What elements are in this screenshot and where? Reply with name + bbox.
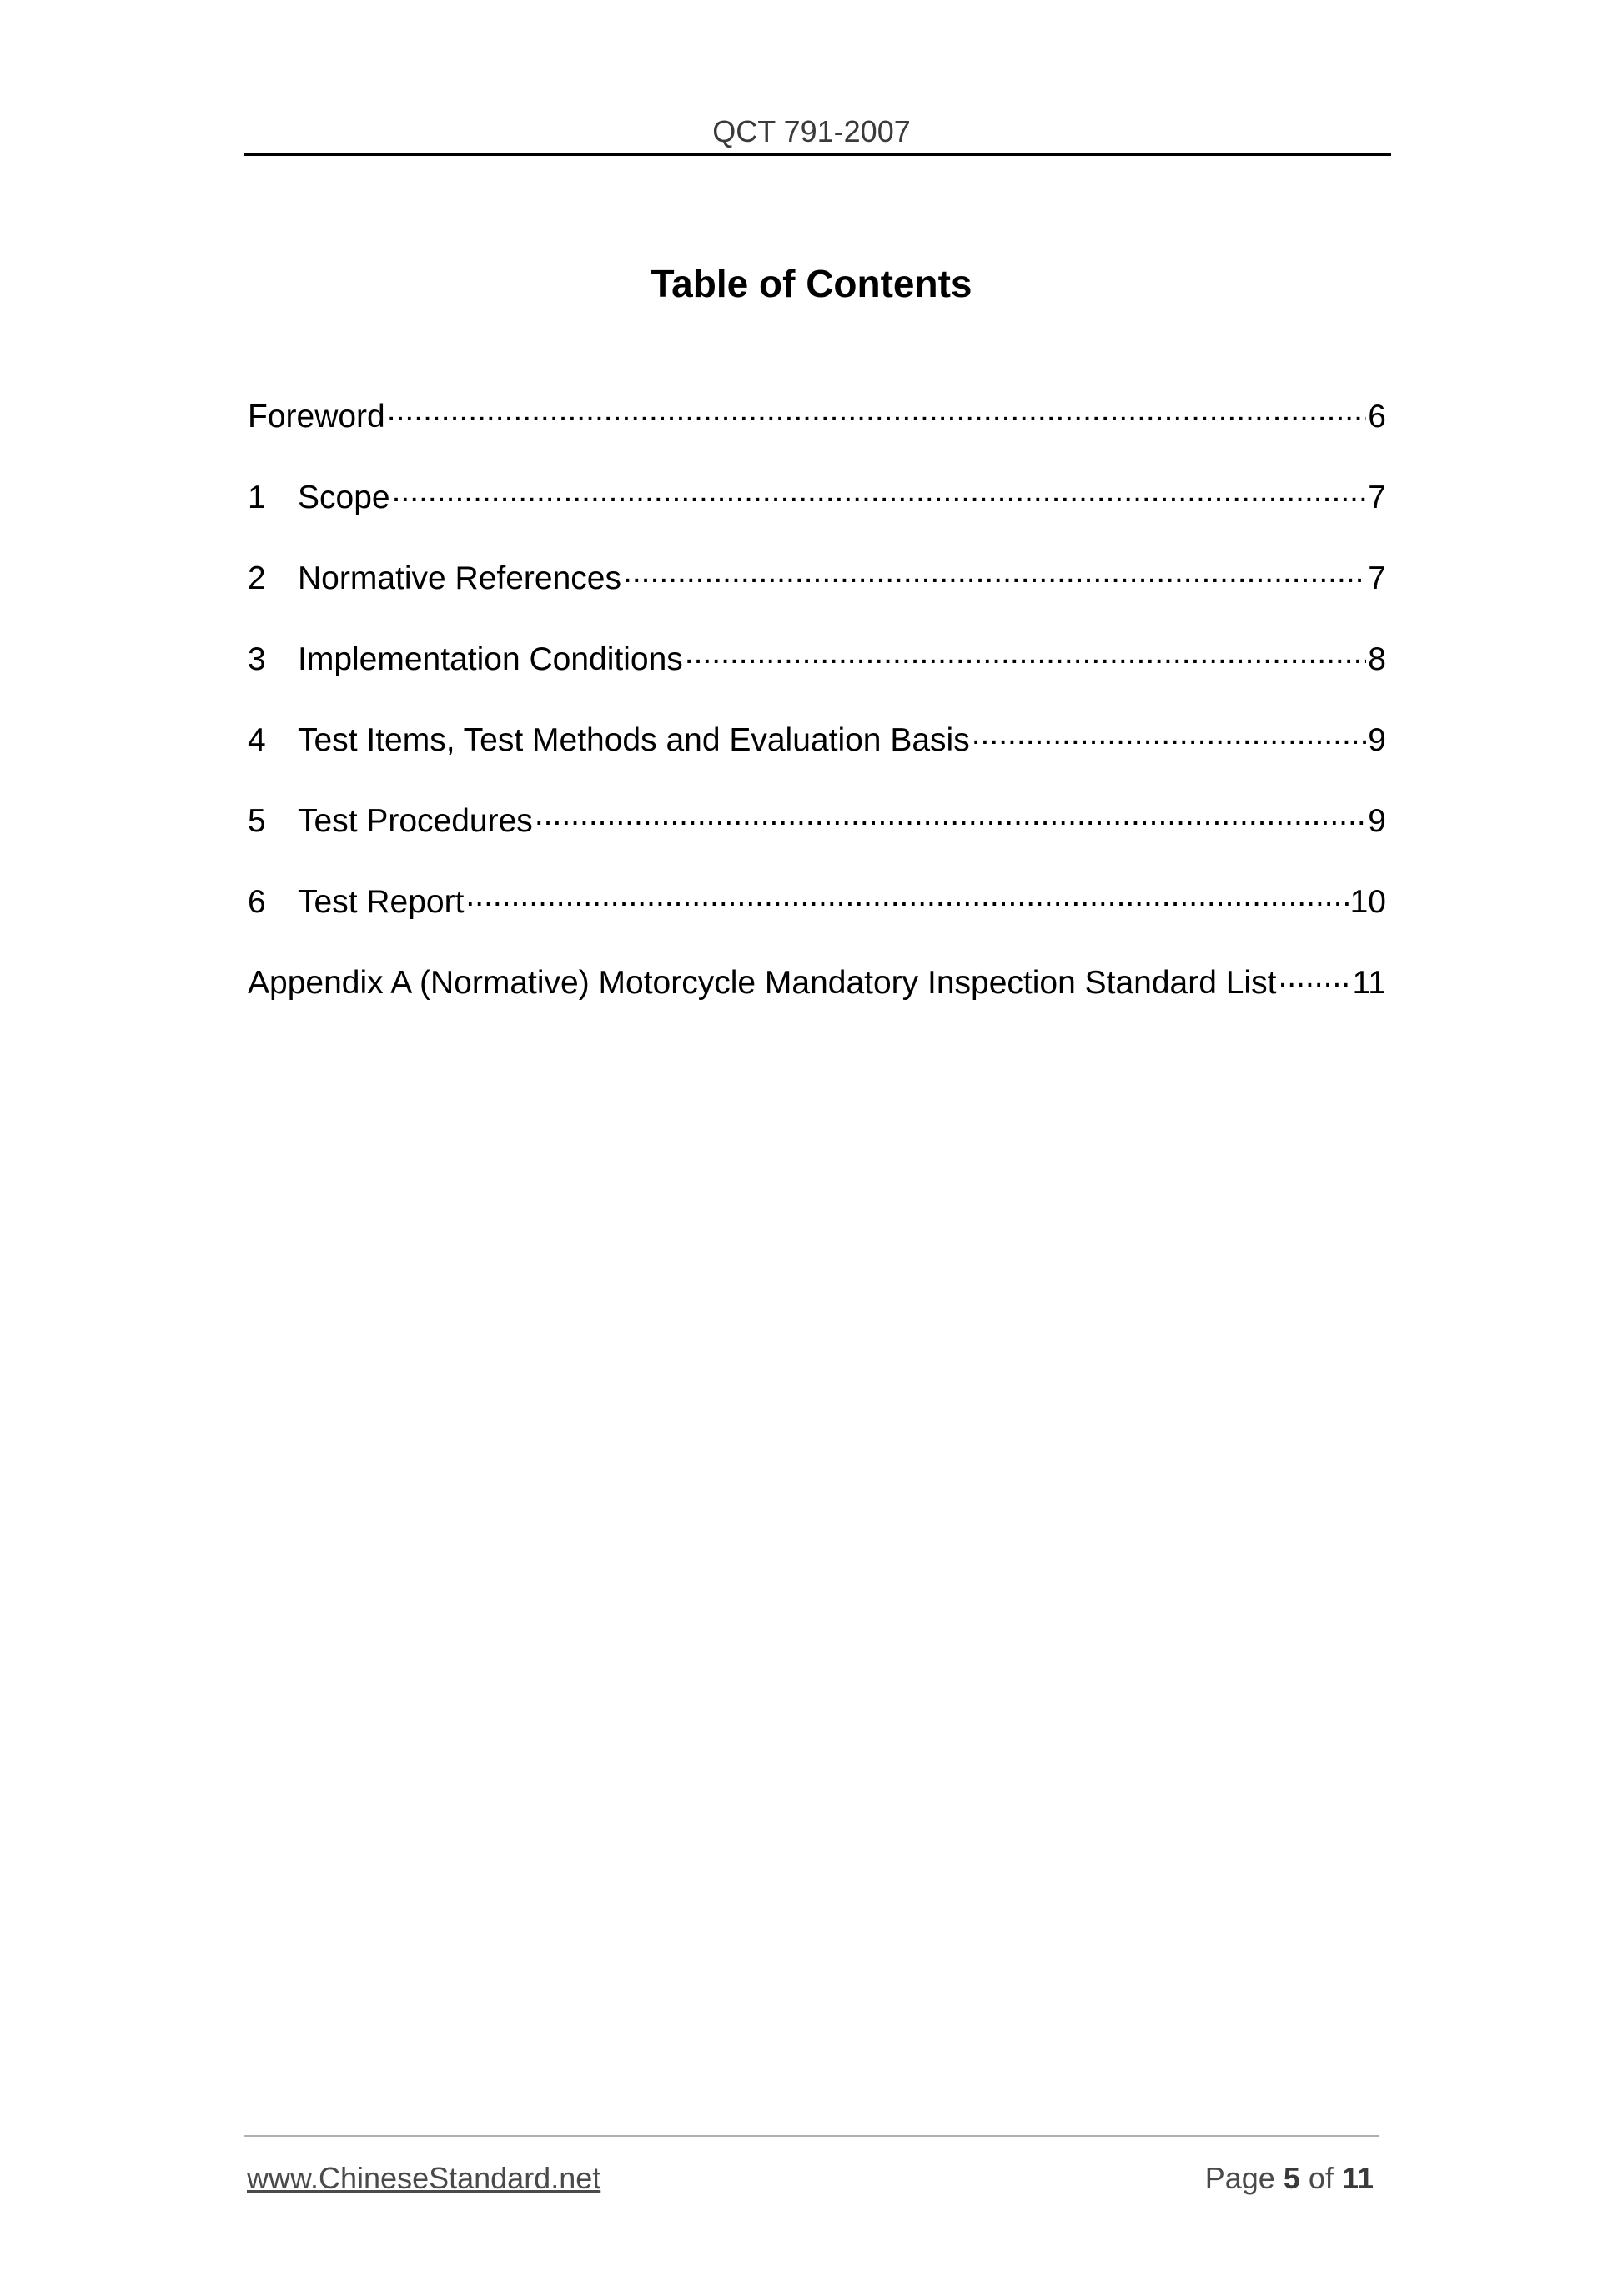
toc-entry-text: Scope bbox=[298, 480, 390, 515]
toc-dot-leader bbox=[1278, 960, 1350, 993]
toc-entry-page: 11 bbox=[1352, 965, 1386, 1001]
toc-entry-test-items[interactable] bbox=[248, 716, 1386, 796]
toc-entry-scope[interactable] bbox=[248, 473, 1386, 554]
toc-dot-leader bbox=[685, 636, 1367, 670]
toc-entry-text: Test Report bbox=[298, 884, 465, 920]
toc-entry-text: Foreword bbox=[248, 399, 385, 435]
toc-entry-text: Appendix A (Normative) Motorcycle Mandatory Inspection Standard List bbox=[248, 965, 1277, 1001]
toc-entry-page: 9 bbox=[1368, 722, 1386, 758]
page-of-label: of bbox=[1308, 2161, 1334, 2195]
footer-divider bbox=[244, 2135, 1379, 2137]
toc-entry-test-report[interactable] bbox=[248, 877, 1386, 958]
toc-entry-normative-references[interactable] bbox=[248, 554, 1386, 635]
toc-dot-leader bbox=[535, 798, 1366, 831]
toc-dot-leader bbox=[387, 394, 1367, 427]
page-number bbox=[1205, 2160, 1374, 2197]
current-page-number: 5 bbox=[1283, 2161, 1300, 2195]
toc-entry-number: 6 bbox=[248, 884, 266, 920]
toc-entry-foreword[interactable] bbox=[248, 392, 1386, 473]
toc-entry-page: 9 bbox=[1368, 803, 1386, 839]
document-id-header: QCT 791-2007 bbox=[712, 114, 911, 148]
toc-entry-number: 5 bbox=[248, 803, 266, 839]
website-link[interactable]: www.ChineseStandard.net bbox=[247, 2161, 601, 2195]
total-pages-number: 11 bbox=[1341, 2161, 1374, 2195]
toc-entry-appendix-a[interactable] bbox=[248, 958, 1386, 1039]
toc-entry-page: 8 bbox=[1368, 641, 1386, 677]
toc-dot-leader bbox=[392, 475, 1367, 508]
toc-entry-page: 7 bbox=[1368, 480, 1386, 515]
toc-entry-text: Test Items, Test Methods and Evaluation Basis bbox=[298, 722, 970, 758]
header-divider bbox=[244, 153, 1391, 156]
toc-entry-page: 7 bbox=[1368, 560, 1386, 596]
toc-entry-text: Test Procedures bbox=[298, 803, 533, 839]
toc-entry-page: 10 bbox=[1349, 884, 1386, 920]
toc-dot-leader bbox=[972, 717, 1367, 751]
toc-entry-number: 4 bbox=[248, 722, 266, 758]
toc-entry-number: 2 bbox=[248, 560, 266, 596]
toc-entry-test-procedures[interactable] bbox=[248, 796, 1386, 877]
toc-dot-leader bbox=[465, 879, 1348, 912]
toc-entry-implementation-conditions[interactable] bbox=[248, 635, 1386, 716]
toc-entry-page: 6 bbox=[1368, 399, 1386, 435]
toc-entry-text: Normative References bbox=[298, 560, 621, 596]
toc-title: Table of Contents bbox=[651, 262, 972, 305]
page-prefix: Page bbox=[1204, 2161, 1275, 2195]
toc-entry-number: 3 bbox=[248, 641, 266, 677]
toc-entry-text: Implementation Conditions bbox=[298, 641, 683, 677]
toc-dot-leader bbox=[623, 555, 1366, 589]
toc-list bbox=[248, 392, 1386, 1039]
toc-entry-number: 1 bbox=[248, 480, 266, 515]
